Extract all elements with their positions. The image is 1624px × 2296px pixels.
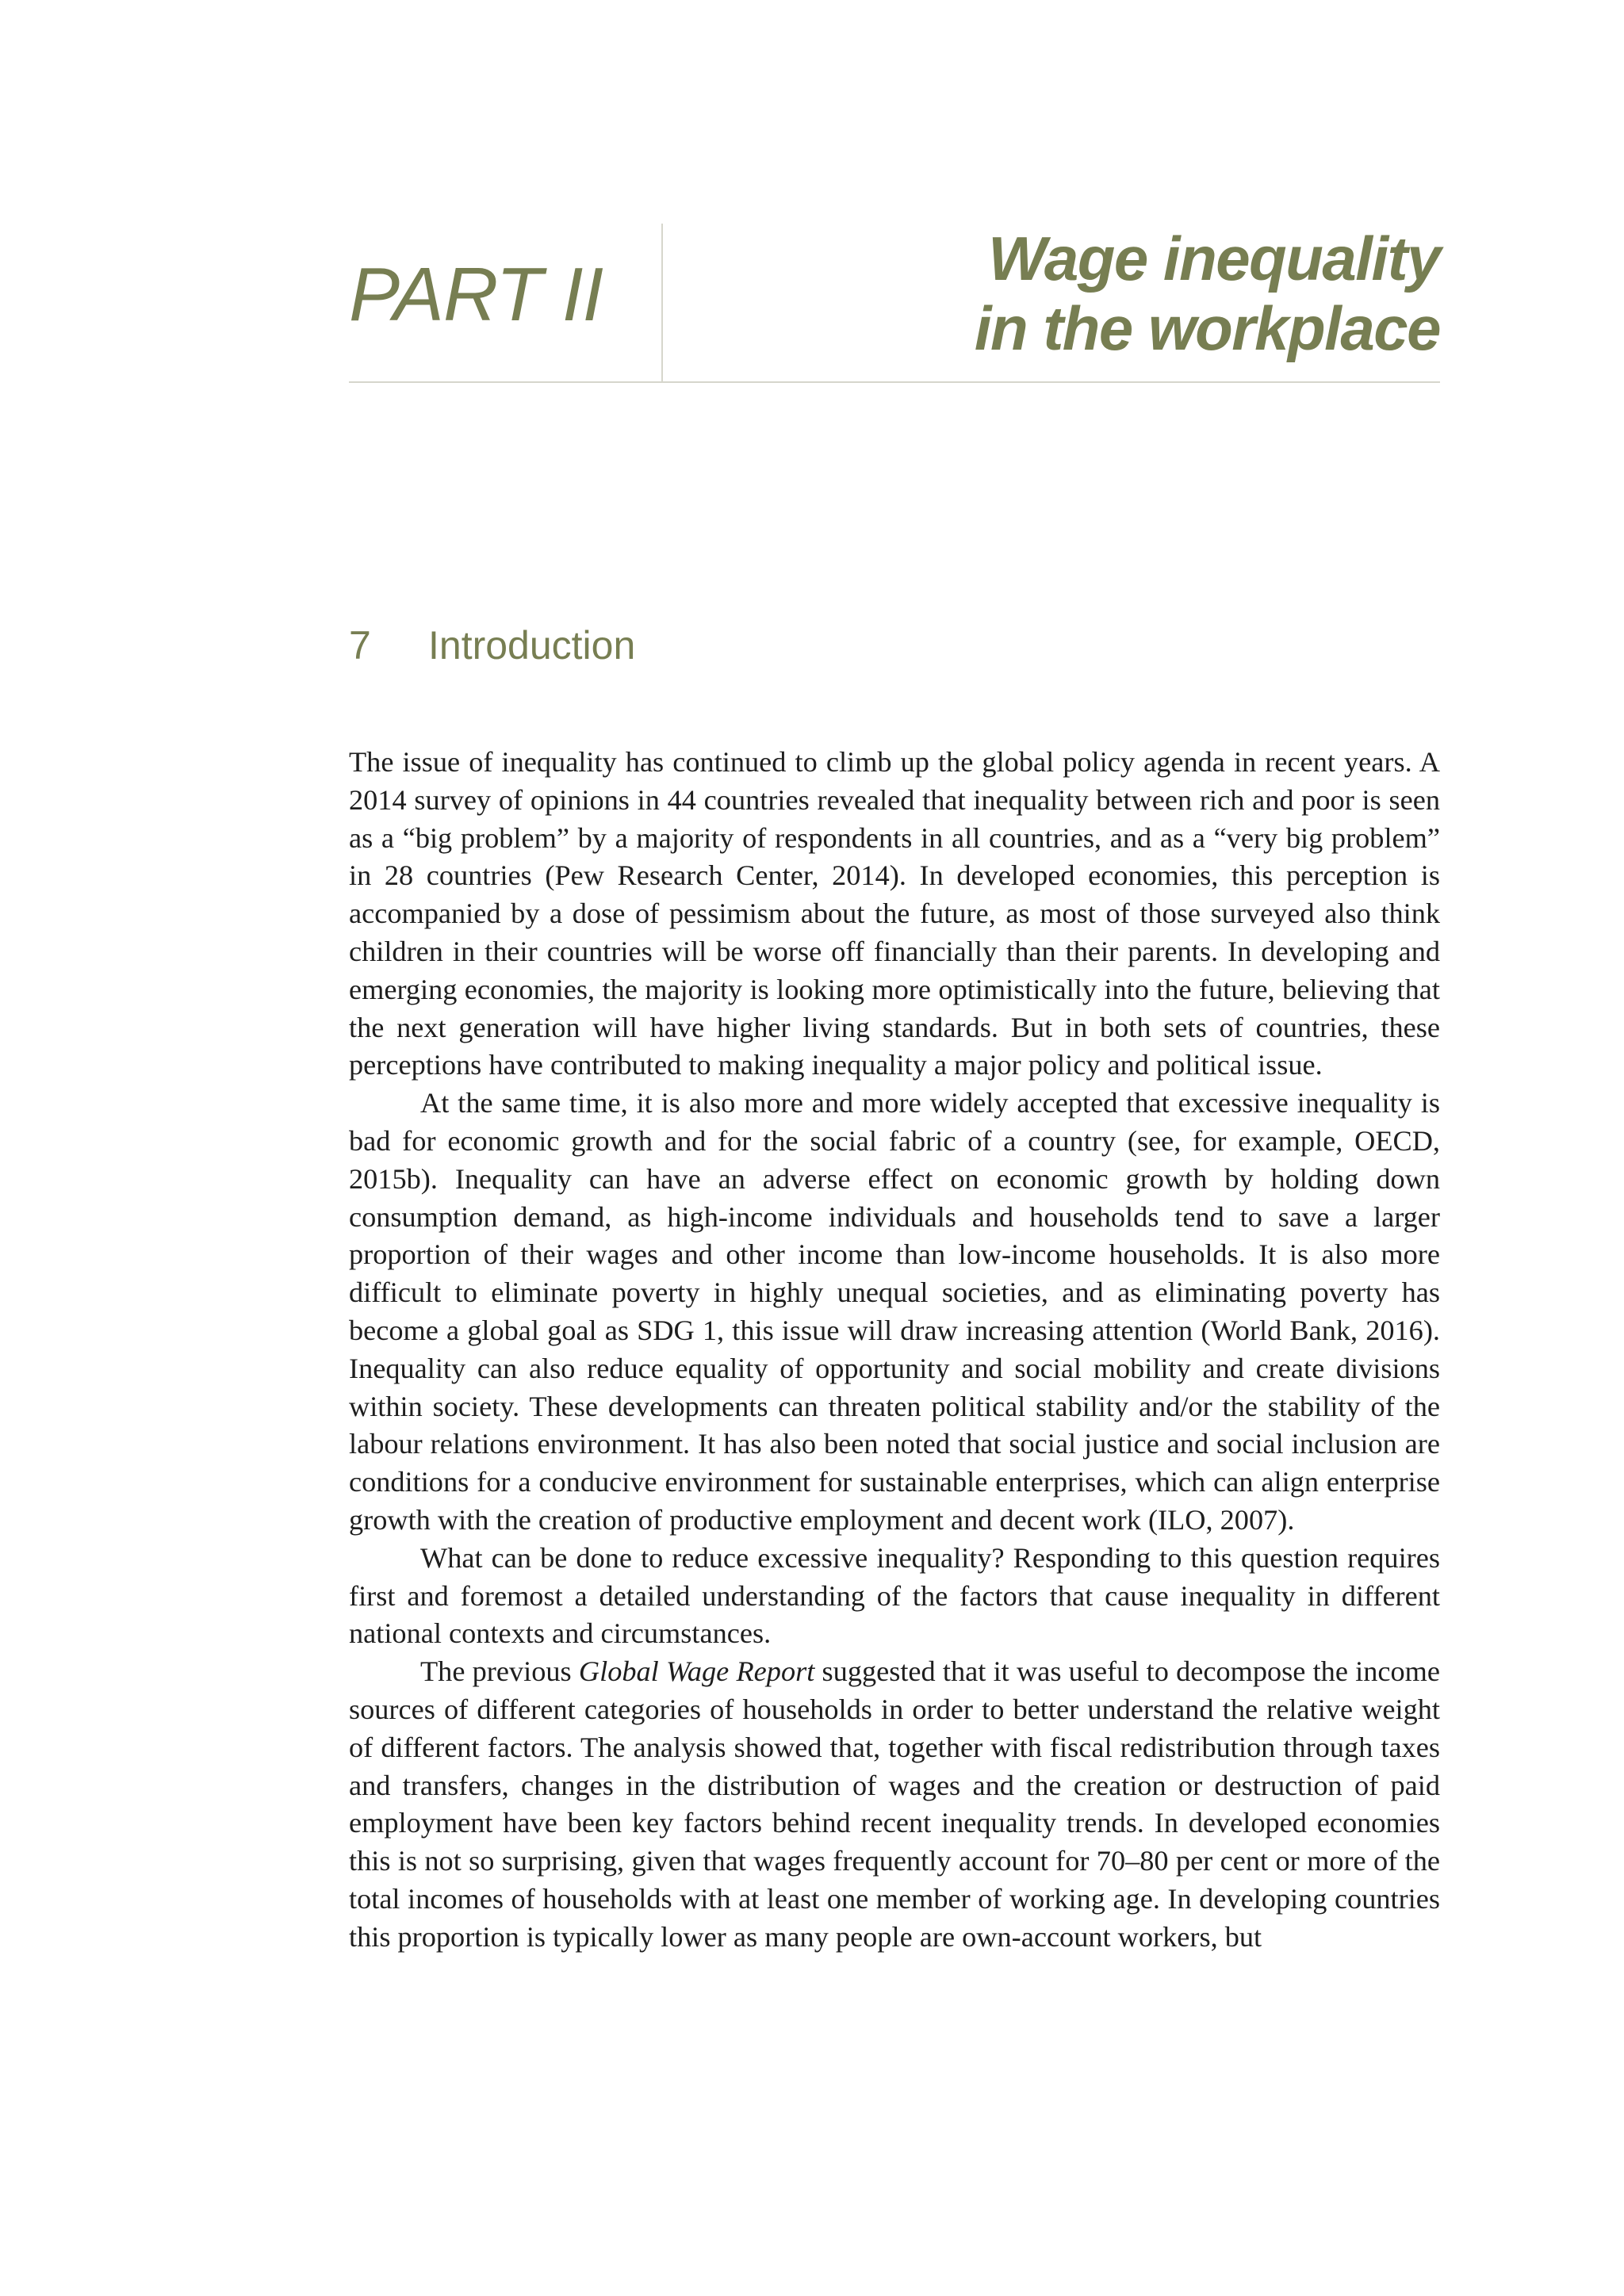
part-title-line-2: in the workplace (974, 293, 1440, 363)
part-header (349, 224, 1440, 382)
paragraph-1: The issue of inequality has continued to climb up the global policy agenda in recent years. A 2014 survey of opinions in 44 countries revealed that inequality between rich and poor is seen as a “big problem” by a majority of respondents in all countries, and as a “very big problem” in 28 countries (Pew Research Center, 2014). In developed economies, this perception is accompanied by a dose of pessimism about the future, as most of those surveyed also think children in their countries will be worse off financially than their parents. In developing and emerging economies, the majority is looking more optimistically into the future, believing that the next generation will have higher living standards. But in both sets of countries, these perceptions have contributed to making inequality a major policy and political issue. (349, 746, 1440, 1081)
paragraph-4 (349, 1653, 1440, 1956)
paragraph-2: At the same time, it is also more and more widely accepted that excessive inequality is bad for economic growth and for the social fabric of a country (see, for example, OECD, 2015b). Inequality can have an adverse effect on economic growth by holding down consumption demand, as high-income individuals and households tend to save a larger proportion of their wages and other income than low-income households. It is also more difficult to eliminate poverty in highly unequal societies, and as eliminating poverty has become a global goal as SDG 1, this issue will draw increasing attention (World Bank, 2016). Inequality can also reduce equality of opportunity and social mobility and create divisions within society. These developments can threaten political stability and/or the stability of the labour relations environment. It has also been noted that social justice and social inclusion are conditions for a conducive environment for sustainable enterprises, which can align enterprise growth with the creation of productive employment and decent work (ILO, 2007). (349, 1087, 1440, 1536)
part-label: PART II (349, 252, 603, 337)
part-header-rule (349, 381, 1440, 383)
section-number: 7 (349, 623, 371, 668)
section-title: Introduction (428, 623, 636, 668)
part-divider (661, 224, 663, 382)
paragraph-3: What can be done to reduce excessive inequality? Responding to this question requires first and foremost a detailed understanding of the factors that cause inequality in different national contexts and circumstances. (349, 1541, 1440, 1650)
part-title (726, 224, 1440, 363)
body-text (349, 744, 1440, 1957)
report-title-italic: Global Wage Report (578, 1655, 815, 1688)
paragraph-4-rest: suggested that it was useful to decompose the income sources of different categories of households in order to better understand the relative weight of different factors. The analysis showed that, together with fiscal redistribution through taxes and transfers, changes in the distribution of wages and the creation or destruction of paid employment have been key factors behind recent inequality trends. In developed economies this is not so surprising, given that wages frequently account for 70–80 per cent or more of the total incomes of households with at least one member of working age. In developing countries this proportion is typically lower as many people are own-account workers, but (349, 1655, 1440, 1953)
section-heading (349, 622, 635, 669)
paragraph-4-start: The previous (420, 1655, 579, 1688)
part-title-line-1: Wage inequality (988, 224, 1440, 293)
